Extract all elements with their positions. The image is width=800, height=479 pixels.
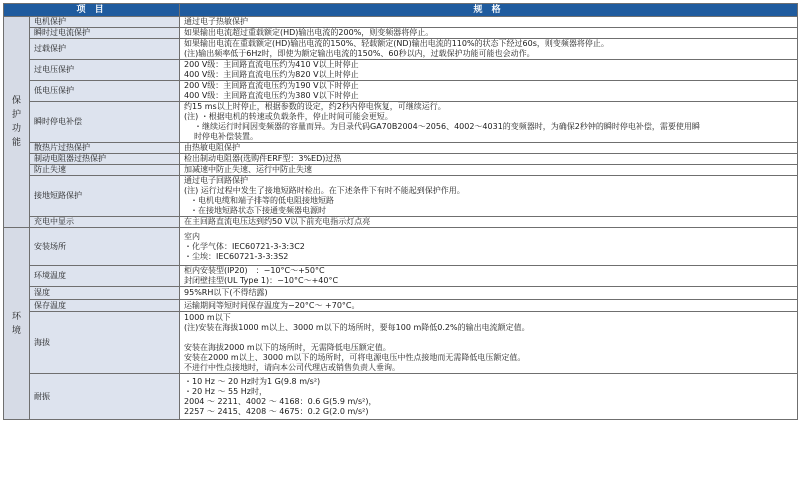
spec-line: 1000 m以下 bbox=[184, 312, 231, 322]
item-spec bbox=[180, 300, 798, 312]
item-spec bbox=[180, 143, 798, 154]
spec-line: (注) ・根据电机的转速或负载条件，停止时间可能会更短。 bbox=[184, 112, 393, 121]
spec-line: 通过电子回路保护 bbox=[184, 176, 249, 185]
spec-line: 加减速中防止失速、运行中防止失速 bbox=[184, 165, 313, 174]
header-row bbox=[4, 4, 798, 17]
spec-line: 不进行中性点接地时，请向本公司代理店或销售负责人垂询。 bbox=[184, 362, 401, 372]
spec-row bbox=[4, 102, 798, 143]
spec-line: 由热敏电阻保护 bbox=[184, 143, 241, 152]
spec-line: ・尘埃：IEC60721-3-3:3S2 bbox=[184, 251, 289, 261]
item-spec bbox=[180, 102, 798, 143]
category-label bbox=[4, 17, 30, 228]
spec-row bbox=[4, 176, 798, 217]
spec-line: 时停电补偿装置。 bbox=[194, 132, 259, 141]
spec-line: 安装在2000 m以上、3000 m以下的场所时，可将电源电压中性点接地而无需降低电压额定值。 bbox=[184, 352, 526, 362]
item-spec bbox=[180, 165, 798, 176]
spec-line: 安装在海拔2000 m以下的场所时，无需降低电压额定值。 bbox=[184, 342, 391, 352]
spec-row bbox=[4, 28, 798, 39]
item-name: 瞬时停电补偿 bbox=[30, 102, 180, 143]
spec-row bbox=[4, 228, 798, 266]
spec-body bbox=[4, 17, 798, 420]
spec-line: 在主回路直流电压达到约50 V以下前充电指示灯点亮 bbox=[184, 217, 371, 226]
spec-line: 通过电子热敏保护 bbox=[184, 17, 249, 26]
spec-line: 运输期间等短时间保存温度为−20°C～ +70°C。 bbox=[184, 300, 360, 310]
spec-row bbox=[4, 165, 798, 176]
spec-line: 200 V级：主回路直流电压约为190 V以下时停止 bbox=[184, 81, 359, 90]
spec-row bbox=[4, 143, 798, 154]
spec-table bbox=[3, 3, 798, 420]
spec-line: 约15 ms以上时停止，根据参数的设定，约2秒内停电恢复，可继续运行。 bbox=[184, 102, 446, 111]
spec-line: 400 V级：主回路直流电压约为820 V以上时停止 bbox=[184, 70, 359, 79]
spec-line: 检出制动电阻器(选购件ERF型：3%ED)过热 bbox=[184, 154, 342, 163]
item-name: 环境温度 bbox=[30, 266, 180, 287]
spec-line: 2004 ～ 2211、4002 ～ 4168：0.6 G(5.9 m/s²)， bbox=[184, 396, 377, 406]
item-name: 保存温度 bbox=[30, 300, 180, 312]
spec-row bbox=[4, 287, 798, 300]
spec-line: ・20 Hz ～ 55 Hz时， bbox=[184, 386, 267, 396]
item-name: 散热片过热保护 bbox=[30, 143, 180, 154]
spec-line: ・继续运行时间因变频器的容量而异。为目录代码GA70B2004～2056、4002～4031的变频器时，为确保2秒钟的瞬时停电补偿，需要使用瞬 bbox=[194, 122, 700, 131]
spec-line: (注) 运行过程中发生了接地短路时检出。在下述条件下有时不能起到保护作用。 bbox=[184, 186, 465, 195]
spec-row bbox=[4, 154, 798, 165]
spec-row bbox=[4, 39, 798, 60]
spec-row bbox=[4, 17, 798, 28]
spec-line: 封闭壁挂型(UL Type 1)：−10°C～+40°C bbox=[184, 276, 339, 285]
item-name: 充电中显示 bbox=[30, 217, 180, 228]
item-spec bbox=[180, 28, 798, 39]
spec-line: ・电机电缆和端子排等的低电阻接地短路 bbox=[190, 196, 335, 205]
item-spec bbox=[180, 228, 798, 266]
item-name: 过载保护 bbox=[30, 39, 180, 60]
spec-row bbox=[4, 312, 798, 374]
item-spec bbox=[180, 287, 798, 300]
spec-row bbox=[4, 266, 798, 287]
spec-line: 200 V级：主回路直流电压约为410 V以上时停止 bbox=[184, 60, 359, 69]
spec-line: (注)输出频率低于6Hz时，即使为额定输出电流的150%、60秒以内，过载保护功能可能也会动作。 bbox=[184, 49, 535, 58]
spec-row bbox=[4, 60, 798, 81]
item-spec bbox=[180, 81, 798, 102]
item-name: 湿度 bbox=[30, 287, 180, 300]
spec-line: 柜内安装型(IP20) ：−10°C～+50°C bbox=[184, 266, 325, 275]
item-spec bbox=[180, 312, 798, 374]
spec-line: 95%RH以下(不得结露) bbox=[184, 288, 268, 297]
spec-line: 如果输出电流超过重载额定(HD)输出电流的200%，则变频器将停止。 bbox=[184, 28, 434, 37]
spec-line bbox=[184, 333, 793, 343]
item-name: 过电压保护 bbox=[30, 60, 180, 81]
spec-line: (注)安装在海拔1000 m以上、3000 m以下的场所时，要每100 m降低0.2%的输出电流额定值。 bbox=[184, 322, 530, 332]
item-spec bbox=[180, 266, 798, 287]
category-text: 环境 bbox=[11, 311, 21, 336]
spec-row bbox=[4, 217, 798, 228]
spec-line: 2257 ～ 2415、4208 ～ 4675：0.2 G(2.0 m/s²) bbox=[184, 406, 369, 416]
item-name: 耐振 bbox=[30, 374, 180, 420]
item-name: 低电压保护 bbox=[30, 81, 180, 102]
item-spec bbox=[180, 176, 798, 217]
spec-line: 室内 bbox=[184, 231, 201, 241]
item-spec bbox=[180, 17, 798, 28]
item-name: 防止失速 bbox=[30, 165, 180, 176]
item-spec bbox=[180, 154, 798, 165]
item-name: 接地短路保护 bbox=[30, 176, 180, 217]
spec-row bbox=[4, 300, 798, 312]
item-spec bbox=[180, 374, 798, 420]
spec-line: ・10 Hz ～ 20 Hz时为1 G(9.8 m/s²) bbox=[184, 376, 321, 386]
item-name: 安装场所 bbox=[30, 228, 180, 266]
item-name: 电机保护 bbox=[30, 17, 180, 28]
header-spec: 规 格 bbox=[180, 4, 798, 17]
spec-row bbox=[4, 374, 798, 420]
header-item: 项 目 bbox=[4, 4, 180, 17]
item-name: 海拔 bbox=[30, 312, 180, 374]
spec-row bbox=[4, 81, 798, 102]
item-name: 制动电阻器过热保护 bbox=[30, 154, 180, 165]
spec-line: 400 V级：主回路直流电压约为380 V以下时停止 bbox=[184, 91, 359, 100]
item-spec bbox=[180, 39, 798, 60]
spec-line: ・化学气体：IEC60721-3-3:3C2 bbox=[184, 241, 305, 251]
category-label bbox=[4, 228, 30, 420]
item-spec bbox=[180, 217, 798, 228]
item-name: 瞬时过电流保护 bbox=[30, 28, 180, 39]
spec-line: 如果输出电流在重载额定(HD)输出电流的150%、轻载额定(ND)输出电流的110%的状态下经过60s，则变频器将停止。 bbox=[184, 39, 609, 48]
item-spec bbox=[180, 60, 798, 81]
spec-line: ・在接地短路状态下接通变频器电源时 bbox=[190, 206, 327, 215]
category-text: 保护功能 bbox=[11, 96, 21, 148]
